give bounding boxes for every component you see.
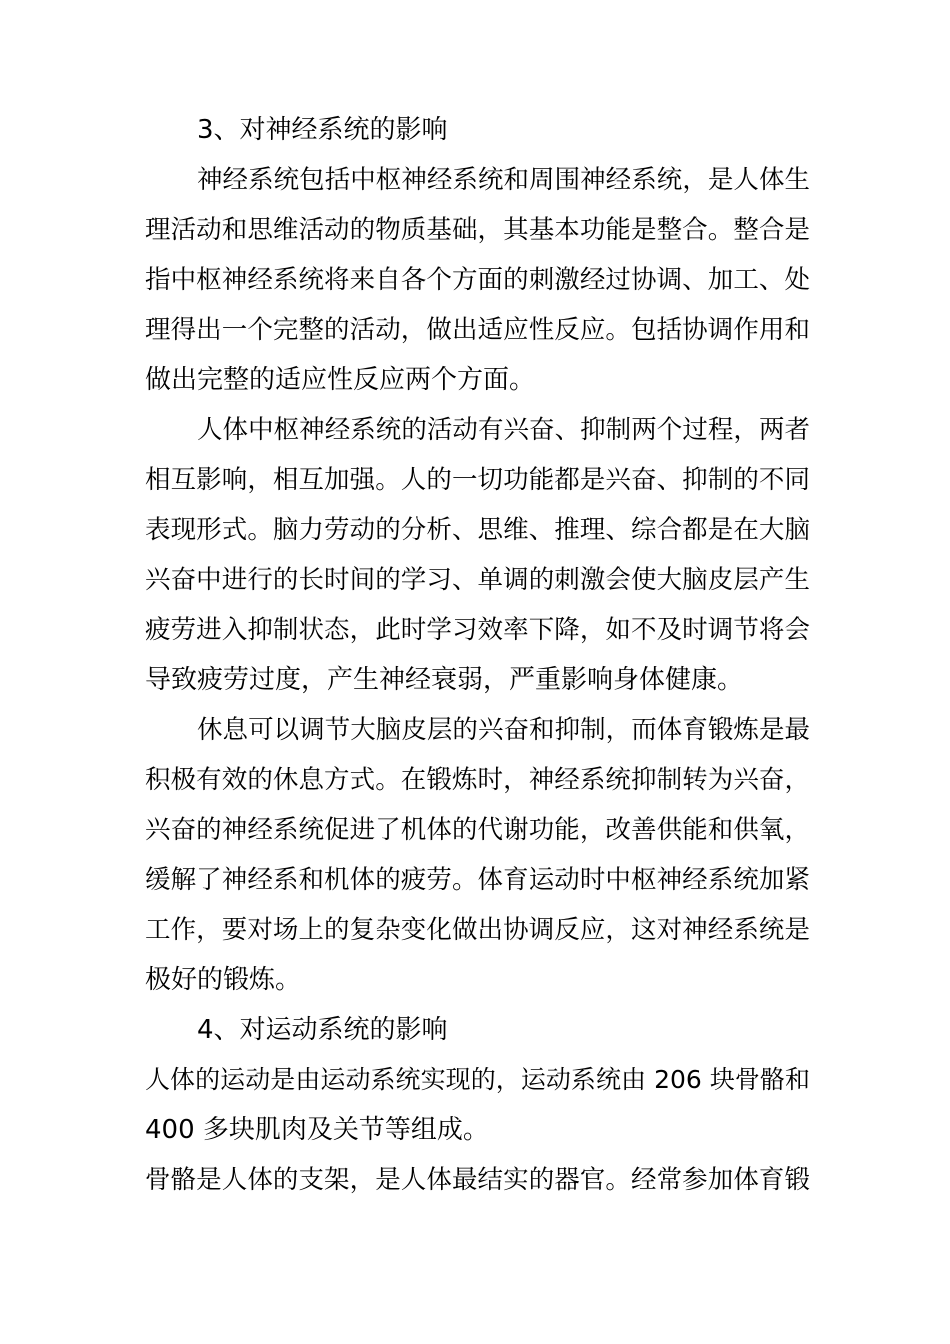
text-line: 积极有效的休息方式。在锻炼时，神经系统抑制转为兴奋，: [145, 765, 810, 795]
text-line: 兴奋的神经系统促进了机体的代谢功能，改善供能和供氧，: [145, 815, 810, 845]
text-line: 4、对运动系统的影响: [197, 1015, 448, 1045]
text-line: 工作，要对场上的复杂变化做出协调反应，这对神经系统是: [145, 915, 810, 945]
text-line: 3、对神经系统的影响: [197, 115, 448, 145]
text-line: 400 多块肌肉及关节等组成。: [145, 1115, 489, 1145]
text-line: 表现形式。脑力劳动的分析、思维、推理、综合都是在大脑: [145, 515, 810, 545]
text-line: 理得出一个完整的活动，做出适应性反应。包括协调作用和: [145, 315, 810, 345]
text-line: 指中枢神经系统将来自各个方面的刺激经过协调、加工、处: [145, 265, 810, 295]
text-line: 极好的锻炼。: [145, 965, 302, 995]
document-body: [145, 105, 810, 1205]
text-line: 缓解了神经系和机体的疲劳。体育运动时中枢神经系统加紧: [145, 865, 810, 895]
text-line: 疲劳进入抑制状态，此时学习效率下降，如不及时调节将会: [145, 615, 810, 645]
text-line: 休息可以调节大脑皮层的兴奋和抑制，而体育锻炼是最: [197, 715, 810, 745]
text-line: 兴奋中进行的长时间的学习、单调的刺激会使大脑皮层产生: [145, 565, 810, 595]
text-line: 理活动和思维活动的物质基础，其基本功能是整合。整合是: [145, 215, 810, 245]
text-line: 骨骼是人体的支架，是人体最结实的器官。经常参加体育锻: [145, 1165, 810, 1195]
text-line: 导致疲劳过度，产生神经衰弱，严重影响身体健康。: [145, 665, 744, 695]
text-line: 人体中枢神经系统的活动有兴奋、抑制两个过程，两者: [197, 415, 810, 445]
text-line: 人体的运动是由运动系统实现的，运动系统由 206 块骨骼和: [145, 1065, 810, 1094]
text-line: 相互影响，相互加强。人的一切功能都是兴奋、抑制的不同: [145, 465, 810, 495]
text-line: 神经系统包括中枢神经系统和周围神经系统，是人体生: [197, 165, 810, 195]
text-line: 做出完整的适应性反应两个方面。: [145, 365, 536, 395]
